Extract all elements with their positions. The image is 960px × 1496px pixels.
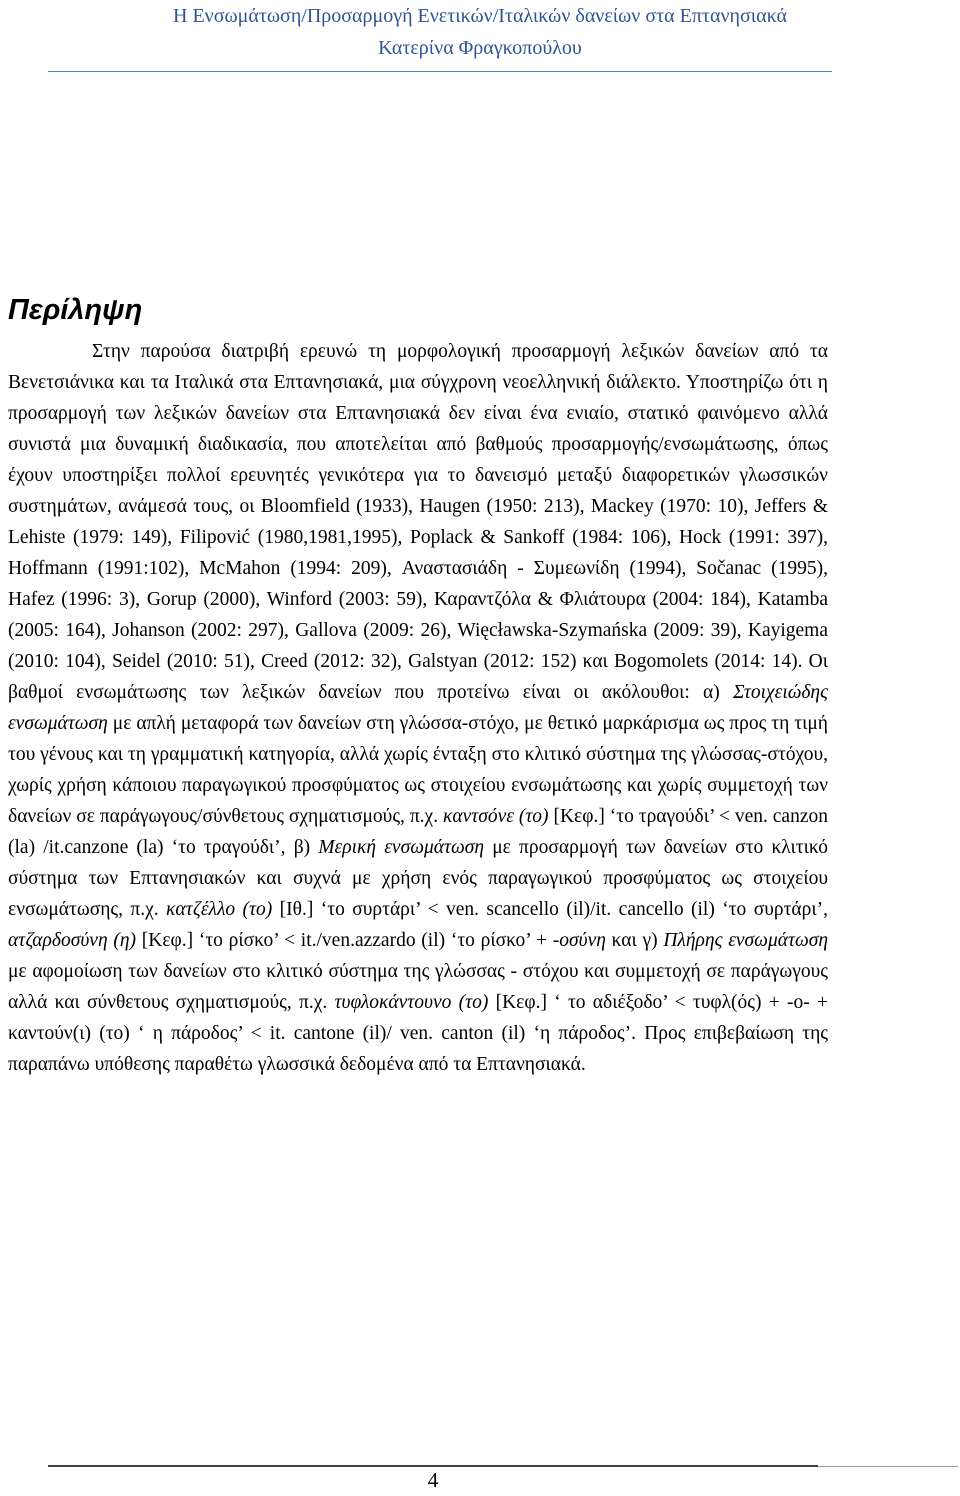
example-word: τυφλοκάντουνο (το): [334, 992, 489, 1013]
term-elementary-integration: Στοιχειώδης ενσωμάτωση: [8, 682, 828, 734]
text-segment: [Κεφ.] ‘το τραγούδι’ < ven. canzon (la) /it.canzone (la) ‘το τραγούδι’, β): [8, 806, 828, 858]
running-header: [0, 0, 960, 64]
section-heading: Περίληψη: [8, 294, 143, 326]
header-title: Η Ενσωμάτωση/Προσαρμογή Ενετικών/Ιταλικών δανείων στα Επτανησιακά: [173, 5, 787, 27]
term-partial-integration: Μερική ενσωμάτωση: [318, 837, 485, 858]
text-segment: [Ιθ.] ‘το συρτάρι’ < ven. scancello (il)/it. cancello (il) ‘το συρτάρι’,: [272, 899, 828, 920]
text-segment: [Κεφ.] ‘το ρίσκο’ < it./ven.azzardo (il) ‘το ρίσκο’ +: [136, 930, 553, 951]
text-segment: με απλή μεταφορά των δανείων στη γλώσσα-στόχο, με θετικό μαρκάρισμα ως προς τη τιμή του γένους και τη γραμματική κατηγορία, αλλά χωρίς ένταξη στο κλιτικό σύστημα της γλώσσας-στόχου, χωρίς χρήση κάποιου παραγωγικού προσφύματος ως στοιχείου ενσωμάτωσης και χωρίς συμμετοχή των δανείων σε παράγωγους/σύνθετους σχηματισμούς, π.χ.: [8, 713, 828, 827]
text-segment: με προσαρμογή των δανείων στο κλιτικό σύστημα των Επτανησιακών και συχνά με χρήση ενός παραγωγικού προσφύματος ως στοιχείου ενσωμάτωσης, π.χ.: [8, 837, 828, 920]
header-divider: [48, 71, 832, 72]
text-segment: με αφομοίωση των δανείων στο κλιτικό σύστημα της γλώσσας - στόχου και συμμετοχή σε παράγωγους αλλά και σύνθετους σχηματισμούς, π.χ.: [8, 961, 828, 1013]
text-segment: και γ): [605, 930, 664, 951]
term-full-integration: Πλήρης ενσωμάτωση: [663, 930, 829, 951]
abstract-paragraph: [8, 336, 828, 1080]
example-suffix: -οσύνη: [552, 930, 606, 951]
text-segment: [Κεφ.] ‘ το αδιέξοδο’ < τυφλ(ός) + -ο- + καντούν(ι) (το) ‘ η πάροδος’ < it. cantone (il)/ ven. canton (il) ‘η πάροδος’. Προς επιβεβαίωση της παραπάνω υπόθεσης παραθέτω γλωσσικά δεδομένα από τα Επτανησιακά.: [8, 992, 828, 1075]
footer-divider: [48, 1466, 958, 1467]
header-author: Κατερίνα Φραγκοπούλου: [378, 37, 582, 59]
example-word: ατζαρδοσύνη (η): [8, 930, 137, 951]
text-segment: Στην παρούσα διατριβή ερευνώ τη μορφολογική προσαρμογή λεξικών δανείων από τα Βενετσιάνικα και τα Ιταλικά στα Επτανησιακά, μια σύγχρονη νεοελληνική διάλεκτο. Υποστηρίζω ότι η προσαρμογή των λεξικών δανείων στα Επτανησιακά δεν είναι ένα ενιαίο, στατικό φαινόμενο αλλά συνιστά μια δυναμική διαδικασία, που αποτελείται από βαθμούς προσαρμογής/ενσωμάτωσης, όπως έχουν υποστηρίξει πολλοί ερευνητές γενικότερα για το δανεισμό μεταξύ διαφορετικών γλωσσικών συστημάτων, ανάμεσά τους, οι Bloomfield (1933), Haugen (1950: 213), Mackey (1970: 10), Jeffers & Lehiste (1979: 149), Filipović (1980,1981,1995), Poplack & Sankoff (1984: 106), Hock (1991: 397), Hoffmann (1991:102), McMahon (1994: 209), Αναστασιάδη - Συμεωνίδη (1994), Sočanac (1995), Hafez (1996: 3), Gorup (2000), Winford (2003: 59), Καραντζόλα & Φλιάτουρα (2004: 184), Katamba (2005: 164), Johanson (2002: 297), Gallova (2009: 26), Więcławska-Szymańska (2009: 39), Kayigema (2010: 104), Seidel (2010: 51), Creed (2012: 32), Galstyan (2012: 152) και Bogomolets (2014: 14). Οι βαθμοί ενσωμάτωσης των λεξικών δανείων που προτείνω είναι οι ακόλουθοι: α): [8, 341, 828, 703]
page-number: 4: [427, 1468, 439, 1492]
example-word: κατζέλλο (το): [166, 899, 273, 920]
example-word: καντσόνε (το): [442, 806, 549, 827]
